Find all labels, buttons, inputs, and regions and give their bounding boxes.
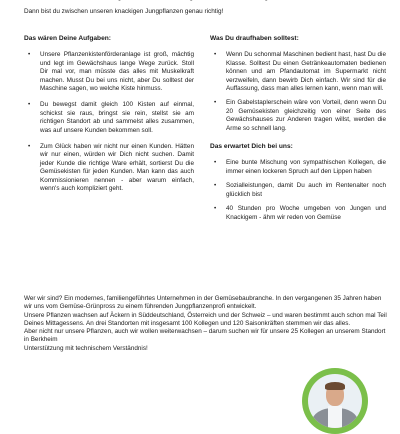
list-item: • Zum Glück haben wir nicht nur einen Kunden. Hätten wir nur einen, würden wir Dich nicht suchen. Damit jeder Kunde die richtige Ware erhält, sortierst Du die Gemüsekisten für jeden Kunden. Man kann das auch Kommissionieren nennen - aber warum einfach, wenn's auch kompliziert geht. [24, 143, 194, 193]
requirements-column [210, 35, 386, 228]
tasks-heading: Das wären Deine Aufgaben: [24, 35, 111, 42]
list-item: • Eine bunte Mischung von sympathischen Kollegen, die immer einen lockeren Spruch auf den Lippen haben [210, 159, 386, 176]
intro-line-2: Dann bist du zwischen unseren knackigen Jungpflanzen genau richtig! [24, 8, 224, 15]
list-item: • Sozialleistungen, damit Du auch im Rentenalter noch glücklich bist [210, 182, 386, 199]
paragraph: Aber nicht nur unsere Pflanzen, auch wir wollen weiterwachsen – darum suchen wir für unsere 25 Kollegen an unserem Standort in Berkheim [24, 328, 386, 344]
list-item: • Du bewegst damit gleich 100 Kisten auf einmal, schickst sie raus, bringst sie rein, stellst sie am richtigen Standort ab und sammelst alles zusammen, was auf unsere Kunden bekommen soll. [24, 101, 194, 135]
benefits-heading: Das erwartet Dich bei uns: [210, 143, 293, 151]
benefits-list [210, 159, 386, 221]
company-description [24, 295, 389, 353]
paragraph: Wer wir sind? Ein modernes, familiengeführtes Unternehmen in der Gemüsebaubranche. In den vergangenen 35 Jahren haben wir uns vom Gemüse-Grünpross zu einem führenden Jungpflanzenprofi entwickelt. [24, 295, 382, 311]
list-item: • Wenn Du schonmal Maschinen bedient hast, hast Du die Klasse. Solltest Du einen Getränkeautomaten bedienen können und am Pfandautomat im Supermarkt nicht verzweifeln, dann bewirb Dich einfach. Wir sind für die Auffassung, dass man alles lernen kann, wenn man will. [210, 51, 386, 93]
paragraph: Unterstützung mit technischem Verständnis! [24, 344, 148, 352]
list-item: • Ein Gabelstaplerschein wäre von Vorteil, denn wenn Du 20 Gemüsekisten gleichzeitig von einer Seite des Gewächshauses zur Anderen tragen willst, werden die Arme so schnell lang. [210, 99, 386, 133]
requirements-heading: Was Du draufhaben solltest: [210, 35, 299, 42]
contact-avatar [302, 368, 368, 434]
list-item: • Unsere Pflanzenkistenförderanlage ist groß, mächtig und legt im Gewächshaus lange Wege zurück. Stoll Dir mal vor, man müsste das alles mit Muskelkraft machen. Musst Du bei uns nicht, aber Du solltest der Maschine sagen, wo welche Kiste hinmuss. [24, 51, 194, 93]
tasks-list [24, 51, 194, 193]
paragraph: Unsere Pflanzen wachsen auf Äckern in Süddeutschland, Österreich und der Schweiz – und waren bestimmt auch schon mal Teil Deines Mittagessens. An drei Standorten mit insgesamt 100 Kollegen und 120 Saisonkräften stemmen wir das alles. [24, 311, 387, 327]
intro-line-1 [24, 0, 272, 2]
tasks-column [24, 35, 194, 202]
requirements-list [210, 51, 386, 133]
list-item: • 40 Stunden pro Woche umgeben von Jungen und Knackigem - ähm wir reden von Gemüse [210, 205, 386, 222]
